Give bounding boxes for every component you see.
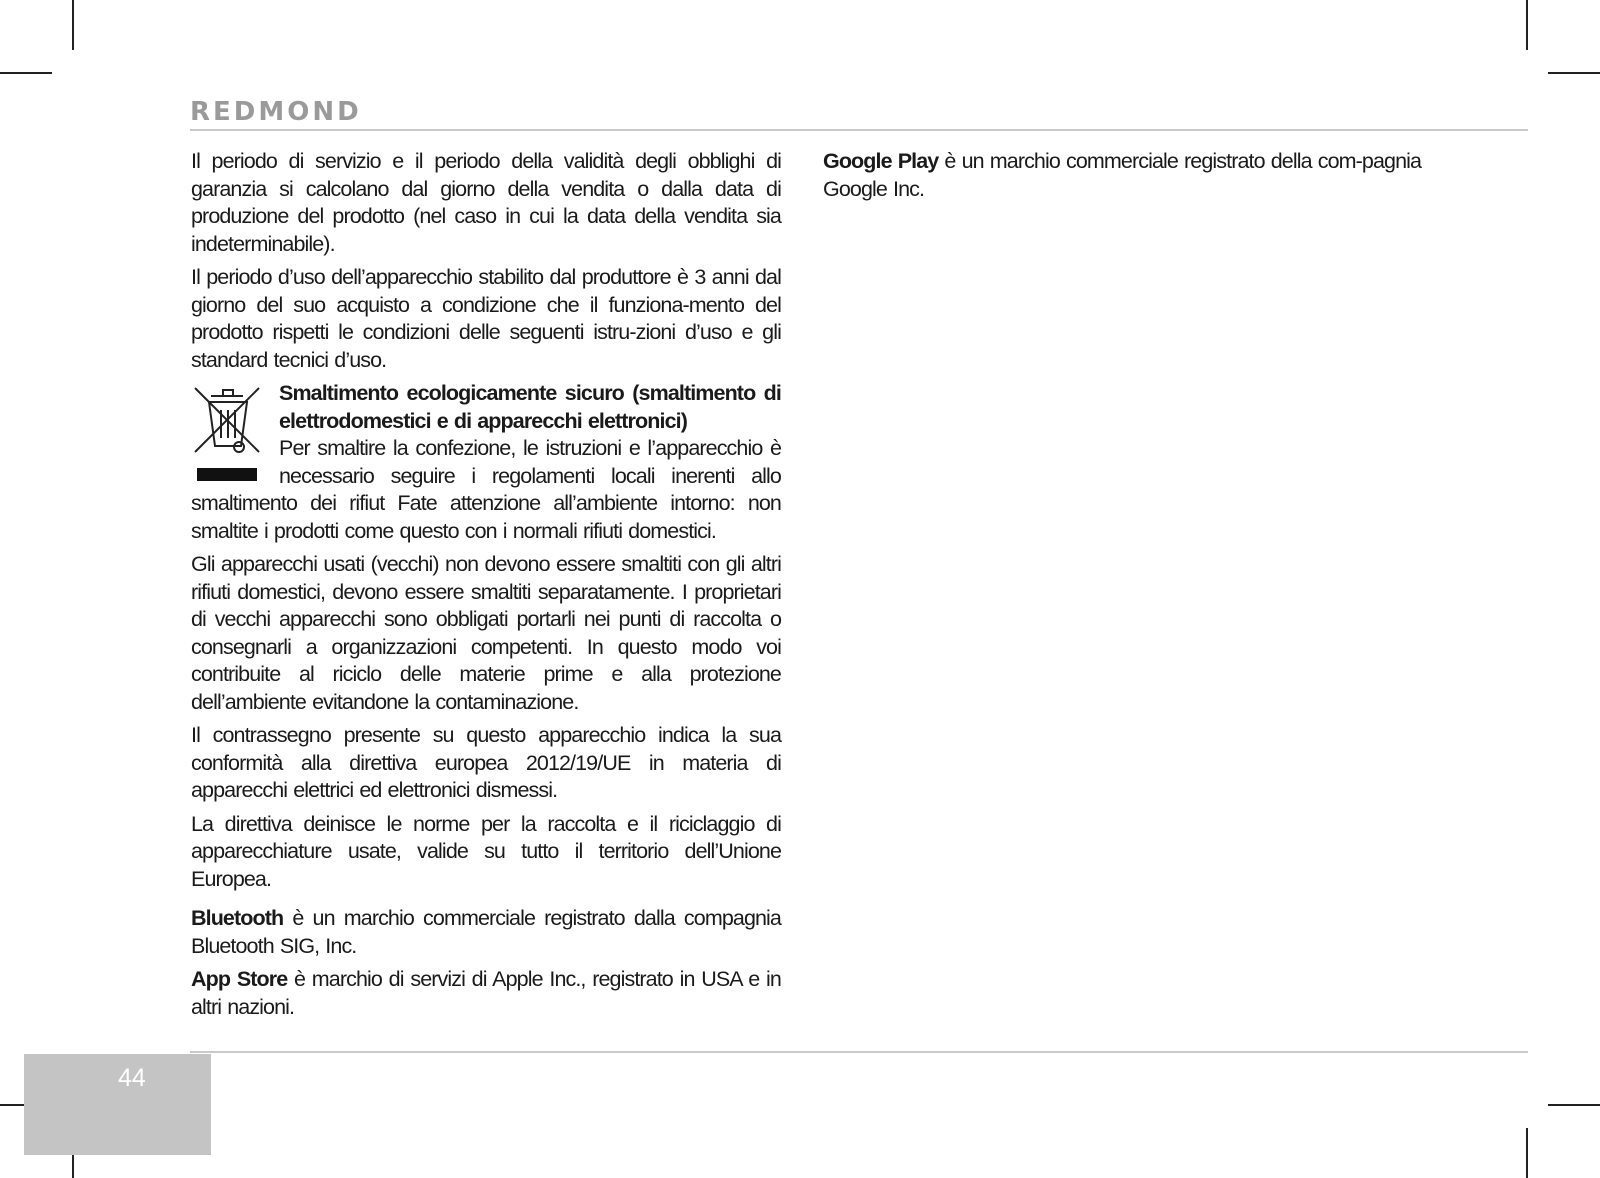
disposal-text: Per smaltire la confezione, le istruzioni e l’apparecchio è necessario seguire i regolamenti locali inerenti allo smaltimento dei rifiut Fate attenzione all’ambiente intorno: non smaltite i prodotti come questo con i normali rifiuti domestici.	[191, 436, 781, 543]
appstore-text: è marchio di servizi di Apple Inc., registrato in USA e in altri nazioni.	[191, 967, 781, 1019]
warranty-paragraph: Il periodo di servizio e il periodo della validità degli obblighi di garanzia si calcolano dal giorno della vendita o dalla data di produzione del prodotto (nel caso in cui la data della vendita sia indeterminabile).	[191, 149, 781, 256]
footer-rule	[190, 1051, 1528, 1053]
weee-bin-icon	[191, 384, 267, 488]
old-appliances-paragraph: Gli apparecchi usati (vecchi) non devono essere smaltiti con gli altri rifiuti domestici, devono essere smaltiti separatamente. I proprietari di vecchi apparecchi sono obbligati portarli nei punti di raccolta o consegnarli a organizzazioni competenti. In questo modo voi contribuite al riciclo delle materie prime e alla protezione dell’ambiente evitandone la contaminazione.	[191, 552, 781, 714]
directive-mark-paragraph: Il contrassegno presente su questo apparecchio indica la sua conformità alla direttiva europea 2012/19/UE in materia di apparecchi elettrici ed elettronici dismessi.	[191, 723, 781, 802]
crop-mark	[1548, 1104, 1600, 1106]
bluetooth-term: Bluetooth	[191, 906, 284, 930]
googleplay-term: Google Play	[823, 149, 939, 173]
crop-mark	[0, 72, 52, 74]
googleplay-text: è un marchio commerciale registrato della com-pagnia Google Inc.	[823, 149, 1422, 201]
bluetooth-trademark	[191, 905, 781, 960]
crop-mark	[72, 0, 74, 50]
right-column	[823, 148, 1423, 209]
bluetooth-text: è un marchio commerciale registrato dalla compagnia Bluetooth SIG, Inc.	[191, 906, 781, 958]
crop-mark	[1526, 0, 1528, 50]
usage-period-paragraph: Il periodo d’uso dell’apparecchio stabilito dal produttore è 3 anni dal giorno del suo acquisto a condizione che il funziona-mento del prodotto rispetti le condizioni delle seguenti istru-zioni d’uso e gli standard tecnici d’uso.	[191, 265, 781, 372]
googleplay-trademark	[823, 148, 1423, 203]
appstore-term: App Store	[191, 967, 288, 991]
directive-scope-paragraph: La direttiva deinisce le norme per la raccolta e il riciclaggio di apparecchiature usate, valide su tutto il territorio dell’Unione Europea.	[191, 811, 781, 891]
crop-mark	[1526, 1128, 1528, 1178]
header-rule	[190, 129, 1528, 131]
crop-mark	[1548, 72, 1600, 74]
appstore-trademark	[191, 966, 781, 1021]
page-number: 44	[118, 1064, 146, 1092]
brand-logo: REDMOND	[190, 97, 362, 127]
disposal-title: Smaltimento ecologicamente sicuro (smaltimento di elettrodomestici e di apparecchi elettronici)	[279, 381, 781, 433]
disposal-section	[191, 380, 781, 545]
left-column	[191, 148, 781, 1027]
